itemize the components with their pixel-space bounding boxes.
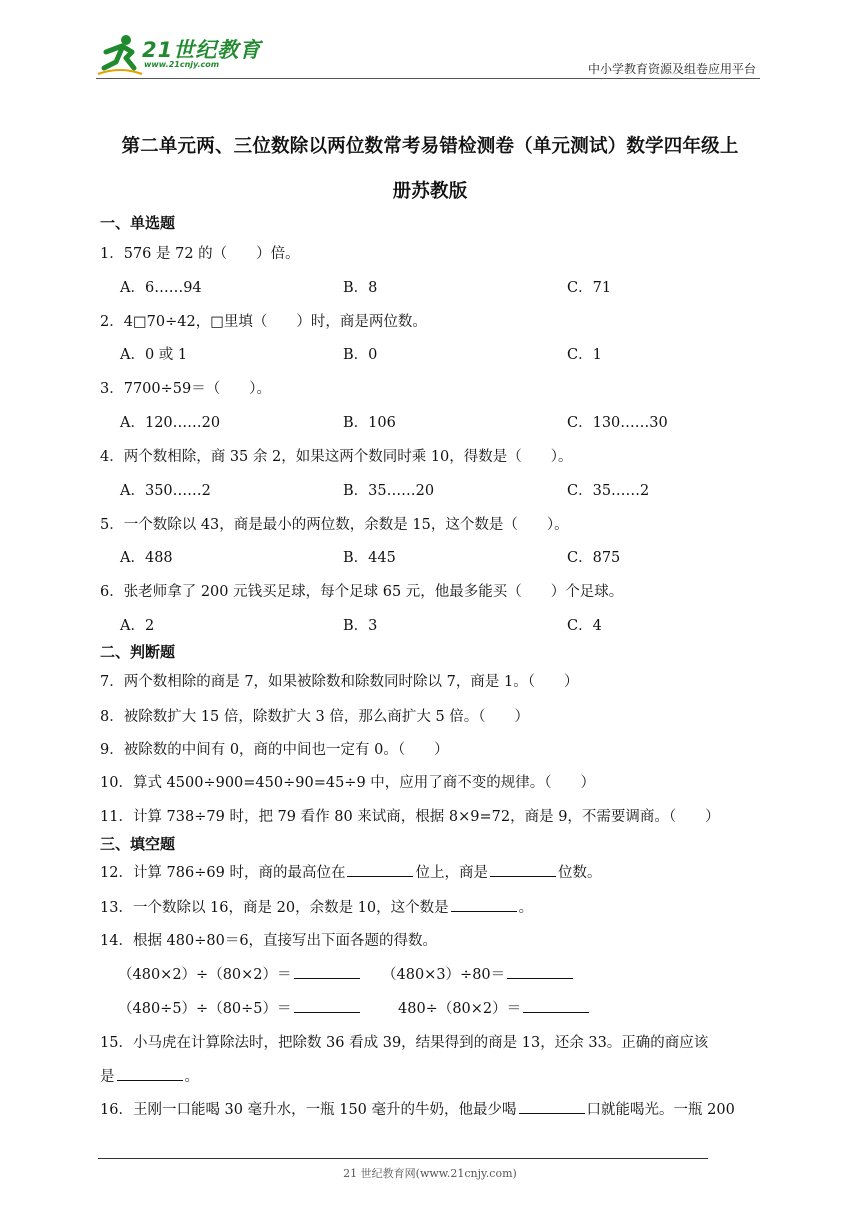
question-1-option-c: C．71	[567, 280, 612, 296]
question-15-line-2	[100, 1065, 199, 1086]
question-6-option-a: A．2	[120, 618, 155, 634]
question-15-text-c: 。	[184, 1069, 199, 1085]
question-2: 2．4□70÷42，□里填（ ）时，商是两位数。	[100, 314, 427, 330]
question-14-expr-1	[118, 963, 362, 984]
question-6: 6．张老师拿了 200 元钱买足球，每个足球 65 元，他最多能买（ ）个足球。	[100, 584, 624, 600]
question-4-option-c: C．35……2	[567, 483, 650, 499]
question-11: 11．计算 738÷79 时，把 79 看作 80 来试商，根据 8×9=72，商是 9，不需要调商。（ ）	[100, 809, 720, 825]
question-6-option-c: C．4	[567, 618, 602, 634]
answer-blank[interactable]	[523, 998, 589, 1013]
answer-blank[interactable]	[347, 862, 413, 877]
runner-logo-icon	[96, 30, 144, 78]
question-12-text-a: 12．计算 786÷69 时，商的最高位在	[100, 865, 346, 881]
question-14-expr-3	[118, 997, 362, 1018]
question-13	[100, 896, 533, 917]
question-2-option-a: A．0 或 1	[120, 347, 188, 363]
question-2-option-b: B．0	[343, 347, 378, 363]
expr-4-text: 480÷（80×2）＝	[398, 1001, 522, 1017]
question-5-option-a: A．488	[120, 550, 173, 566]
question-13-text-a: 13．一个数除以 16，商是 20，余数是 10，这个数是	[100, 900, 449, 916]
question-15-text-b: 是	[100, 1069, 115, 1085]
expr-2-text: （480×3）÷80＝	[382, 967, 506, 983]
question-2-option-c: C．1	[567, 347, 602, 363]
question-10: 10．算式 4500÷900=450÷90=45÷9 中，应用了商不变的规律。（ ）	[100, 775, 596, 791]
logo	[96, 30, 266, 78]
section-heading-judgement: 二、判断题	[100, 643, 176, 661]
section-heading-choice: 一、单选题	[100, 214, 176, 232]
question-4-option-a: A．350……2	[120, 483, 211, 499]
answer-blank[interactable]	[490, 862, 556, 877]
question-1-option-b: B．8	[343, 280, 378, 296]
question-5-option-c: C．875	[567, 550, 621, 566]
expr-3-text: （480÷5）÷（80÷5）＝	[118, 1001, 292, 1017]
answer-blank[interactable]	[117, 1066, 183, 1081]
expr-1-text: （480×2）÷（80×2）＝	[118, 967, 292, 983]
question-12-text-c: 位数。	[557, 865, 602, 881]
answer-blank[interactable]	[294, 998, 360, 1013]
question-8: 8．被除数扩大 15 倍，除数扩大 3 倍，那么商扩大 5 倍。（ ）	[100, 709, 530, 725]
question-14-expr-2	[382, 963, 575, 984]
answer-blank[interactable]	[451, 897, 517, 912]
question-12	[100, 861, 601, 882]
logo-url: www.21cnjy.com	[144, 60, 220, 69]
question-16-text-a: 16．王刚一口能喝 30 毫升水，一瓶 150 毫升的牛奶，他最少喝	[100, 1102, 517, 1118]
question-4-option-b: B．35……20	[343, 483, 435, 499]
question-3-option-c: C．130……30	[567, 415, 668, 431]
platform-name: 中小学教育资源及组卷应用平台	[587, 62, 756, 76]
question-4: 4．两个数相除，商 35 余 2，如果这两个数同时乘 10，得数是（ ）。	[100, 449, 573, 465]
document-title-line1: 第二单元两、三位数除以两位数常考易错检测卷（单元测试）数学四年级上	[121, 136, 739, 157]
question-3-option-b: B．106	[343, 415, 396, 431]
question-14-expr-4	[398, 997, 591, 1018]
section-heading-fill: 三、填空题	[100, 835, 176, 853]
question-1-option-a: A．6……94	[120, 280, 202, 296]
question-7: 7．两个数相除的商是 7，如果被除数和除数同时除以 7，商是 1。（ ）	[100, 674, 579, 690]
answer-blank[interactable]	[519, 1099, 585, 1114]
answer-blank[interactable]	[294, 964, 360, 979]
question-3: 3．7700÷59＝（ ）。	[100, 381, 271, 397]
header-divider	[96, 78, 760, 79]
question-15-line-1: 15．小马虎在计算除法时，把除数 36 看成 39，结果得到的商是 13，还余 33。正确的商应该	[100, 1035, 709, 1051]
question-16	[100, 1098, 735, 1119]
document-title-line2: 册苏教版	[392, 181, 468, 202]
footer-text: 21 世纪教育网(www.21cnjy.com)	[343, 1167, 517, 1180]
question-16-text-b: 口就能喝光。一瓶 200	[586, 1102, 735, 1118]
question-6-option-b: B．3	[343, 618, 378, 634]
question-13-text-b: 。	[518, 900, 534, 916]
answer-blank[interactable]	[507, 964, 573, 979]
footer-divider	[98, 1158, 708, 1159]
question-9: 9．被除数的中间有 0，商的中间也一定有 0。（ ）	[100, 742, 449, 758]
question-1: 1．576 是 72 的（ ）倍。	[100, 246, 300, 262]
question-14: 14．根据 480÷80＝6，直接写出下面各题的得数。	[100, 933, 438, 949]
question-5: 5．一个数除以 43，商是最小的两位数，余数是 15，这个数是（ ）。	[100, 517, 569, 533]
question-5-option-b: B．445	[343, 550, 396, 566]
page-header	[96, 30, 760, 80]
question-3-option-a: A．120……20	[120, 415, 221, 431]
question-12-text-b: 位上，商是	[415, 865, 488, 881]
logo-text: 21世纪教育	[142, 38, 262, 62]
